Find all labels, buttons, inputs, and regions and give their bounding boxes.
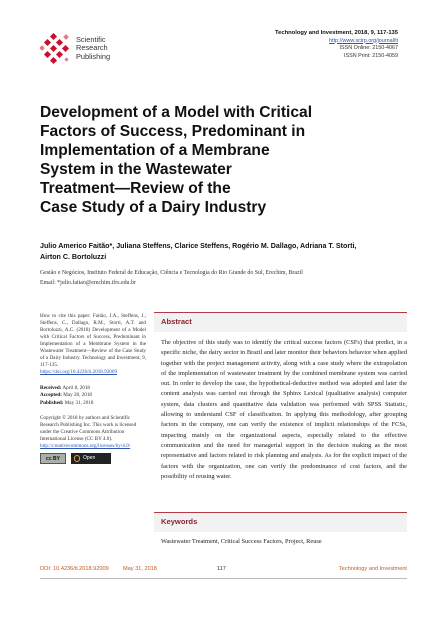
copyright-notice: Copyright © 2018 by authors and Scientific Research Publishing Inc. This work is licensed under the Creative Commons Attribution International License (CC BY 4.0). (40, 414, 137, 442)
accepted-label: Accepted: (40, 392, 62, 399)
authors-line: Airton C. Bortoluzzi (40, 252, 107, 261)
published-label: Published: (40, 399, 64, 406)
open-lock-icon (74, 455, 80, 462)
received-label: Received: (40, 385, 62, 392)
publisher-logo (40, 33, 160, 67)
footer-journal: Technology and Investment (338, 566, 407, 572)
title-line: Development of a Model with Critical (40, 104, 313, 121)
received-date: April 8, 2018 (62, 385, 90, 392)
issn-online: ISSN Online: 2150-4067 (339, 45, 398, 52)
footer-doi[interactable]: DOI: 10.4236/ti.2018.92009 (40, 566, 109, 572)
publisher-name-line: Scientific (76, 35, 106, 44)
publisher-name (76, 36, 110, 61)
abstract-section (154, 312, 407, 482)
citation-sidebar (40, 313, 146, 472)
keywords-header-band (154, 512, 407, 532)
journal-info (275, 30, 398, 60)
title-line: System in the Wastewater (40, 161, 232, 178)
keywords-section (154, 512, 407, 545)
page-number: 117 (217, 566, 226, 572)
affiliation: Gestão e Negócios, Instituto Federal de Educação, Ciência e Tecnologia do Rio Grande do Sul, Erechim, Brazil (40, 270, 303, 276)
title-line: Implementation of a Membrane (40, 142, 270, 159)
abstract-text: The objective of this study was to identify the critical success factors (CSFs) that predict, in a specific niche, the dairy sector in Brazil and later monitor their behaviors behavior when applied together with the project management activity, along with a case study where the extrapolation of the implementation of wastewater treatment by the combined membrane system was carried out. In order to develop the case, the hypothetical-deductive method was adopted and later the content analysis was carried out through the Sphinx Lexical (qualitative analysis) computer system, data clusters and quantitative data validation was performed with SPSS Statistic, allowing to understand CSF of classification. In applying this methodology, after grouping factors in the company, one can verify the existence of implicit relationships of the FCSs, impacting mainly on the organizational aspects, especially related to the effective communication and the need for managerial support in the decision making as the most representative and factors related to risk planning and analysis. As for the explicit impact of the factors with the organization, one can verify the predominance of cost factors, and the possibility of reusing water. (161, 339, 407, 480)
abstract-heading: Abstract (161, 317, 192, 326)
license-link[interactable]: http://creativecommons.org/licenses/by/4.0/ (40, 442, 131, 449)
published-date: May 31, 2018 (64, 399, 94, 406)
journal-url-link[interactable]: http://www.scirp.org/journal/ti (329, 37, 398, 44)
footer-divider (40, 578, 407, 579)
cc-by-badge-icon[interactable]: cc BY (40, 453, 66, 464)
how-to-cite: How to cite this paper: Faitão, J.A., Steffens, J., Steffens, C., Dallago, R.M., Storti, A.T. and Bortoluzzi, A.C. (2018) Development of a Model with Critical Factors of Success, Predominant in Implementation of a Membrane System in the Wastewater Treatment—Review of the Case Study of a Dairy Industry. Technology and Investment, 9, 117-135. (40, 313, 146, 369)
publisher-name-line: Research (76, 43, 108, 53)
open-access-label: Open Access (83, 454, 100, 472)
journal-title: Technology and Investment, 2018, 9, 117-135 (275, 30, 398, 36)
title-line: Factors of Success, Predominant in (40, 123, 306, 140)
license-badges (40, 453, 146, 472)
publisher-name-line: Publishing (76, 51, 111, 61)
author-list (40, 241, 400, 262)
title-line: Treatment—Review of the (40, 180, 231, 197)
accepted-date: May 28, 2018 (63, 392, 92, 399)
issn-print: ISSN Print: 2150-4059 (344, 52, 398, 59)
article-dates (40, 385, 146, 406)
open-access-badge[interactable] (71, 453, 111, 472)
email-address: Email: *julio.faitao@erechim.ifrs.edu.br (40, 280, 136, 286)
title-line: Case Study of a Dairy Industry (40, 199, 267, 216)
footer-date: May 31, 2018 (123, 566, 157, 572)
scirp-logo-icon (40, 33, 72, 65)
keywords-text: Wastewater Treatment, Critical Success Factors, Project, Reuse (161, 538, 322, 545)
abstract-header-band (154, 312, 407, 332)
article-title (40, 103, 360, 217)
authors-line: Julio Americo Faitão*, Juliana Steffens, Clarice Steffens, Rogério M. Dallago, Adriana T. Storti, (40, 242, 357, 250)
keywords-heading: Keywords (161, 517, 198, 526)
doi-link[interactable]: https://doi.org/10.4236/ti.2018.92009 (40, 369, 118, 376)
